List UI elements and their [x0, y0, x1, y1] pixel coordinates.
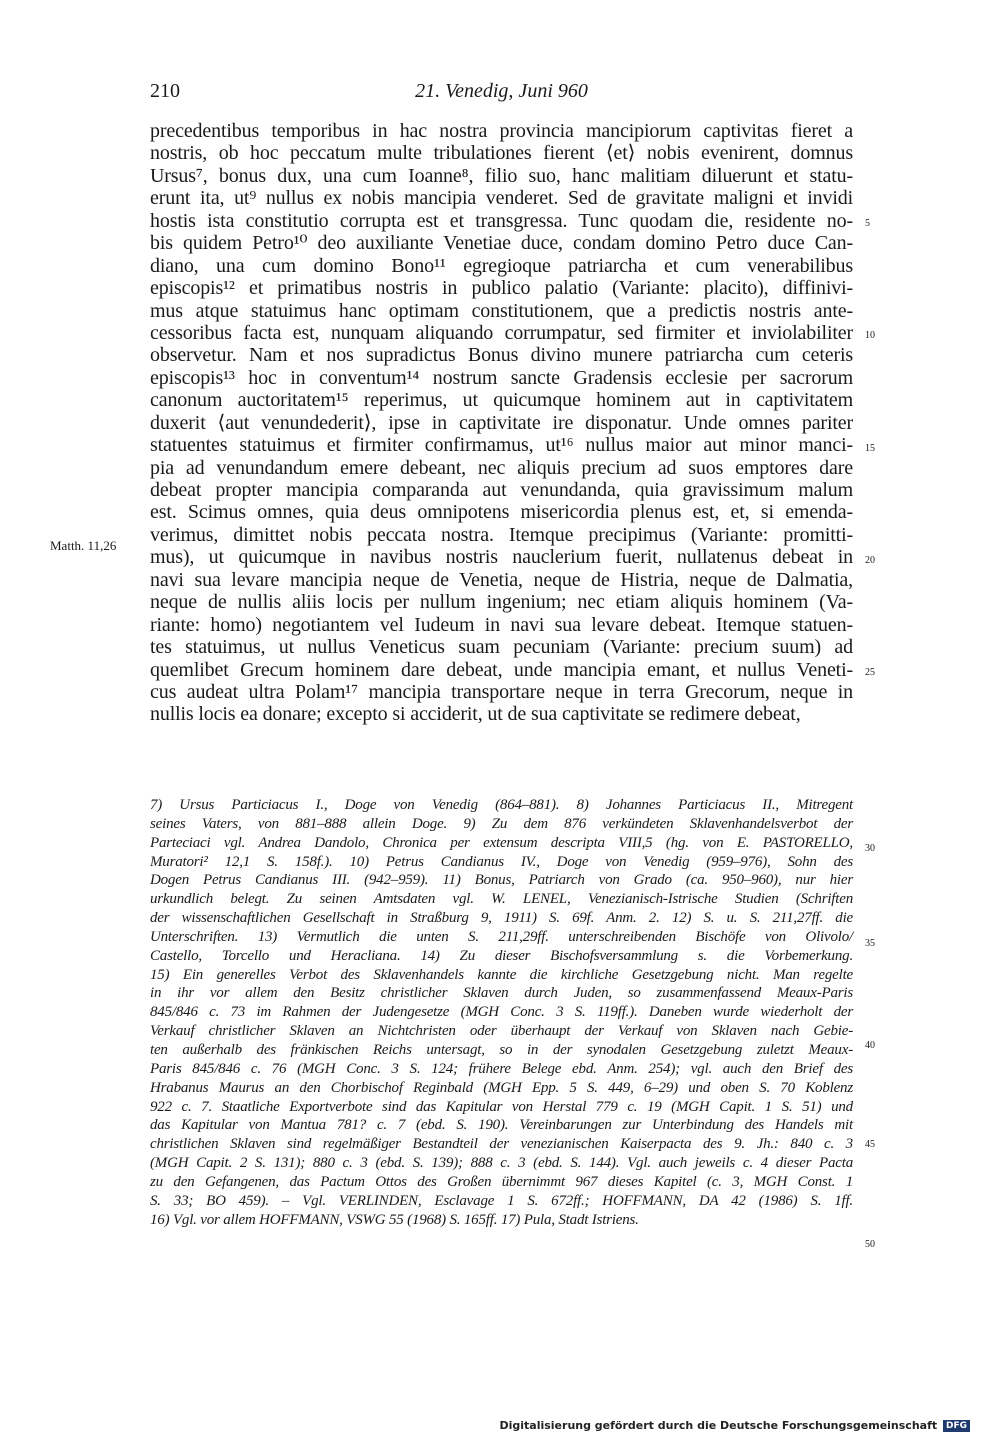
- footnote-line: ten außerhalb des fränkischen Reichs untersagt, so in der synodalen Gesetzgebung zuletzt Meaux-: [150, 1041, 853, 1058]
- footnote-line: 16) Vgl. vor allem HOFFMANN, VSWG 55 (1968) S. 165ff. 17) Pula, Stadt Istriens.: [150, 1211, 639, 1228]
- text-line: quemlibet Grecum hominem dare debeat, unde mancipia emant, et nullus Veneti-: [150, 658, 853, 681]
- footnote-line: Paris 845/846 c. 76 (MGH Conc. 3 S. 124; frühere Belege ebd. Anm. 254); vgl. auch den Brief des: [150, 1060, 853, 1077]
- line-number: 30: [865, 843, 875, 854]
- footnote-line: Dogen Petrus Candianus III. (942–959). 11) Bonus, Patriarch von Grado (ca. 950–960), nur hier: [150, 872, 853, 889]
- text-line: cessoribus facta est, nunquam aliquando corrumpatur, sed firmiter et inviolabiliter: [150, 321, 853, 344]
- footnote-line: 922 c. 7. Staatliche Exportverbote sind das Kapitular von Herstal 779 c. 19 (MGH Capit. 1 S. 51) und: [150, 1098, 853, 1115]
- text-line: cus audeat ultra Polam¹⁷ mancipia transportare neque in terra Grecorum, neque in: [150, 680, 853, 703]
- text-line: erunt ita, ut⁹ nullus ex nobis mancipia venderet. Sed de gravitate maligni et invidi: [150, 187, 853, 210]
- footnote-line: der wissenschaftlichen Gesellschaft in Straßburg 9, 1911) S. 69f. Anm. 2. 12) S. u. S. 211,27ff. die: [150, 910, 853, 927]
- text-line: neque de nullis aliis locis per nullum ingenium; nec etiam aliquis hominem (Va-: [150, 591, 853, 614]
- page-number: 210: [150, 80, 180, 102]
- footnote-line: Hrabanus Maurus an den Chorbischof Reginbald (MGH Epp. 5 S. 449, 6–29) und oben S. 70 Koblenz: [150, 1079, 853, 1096]
- footnote-line: 15) Ein generelles Verbot des Sklavenhandels kannte die kirchliche Gesetzgebung nicht. Man regelte: [150, 966, 853, 983]
- digitization-credit: [499, 1419, 970, 1432]
- footnote-line: Muratori² 12,1 S. 158f.). 10) Petrus Candianus IV., Doge von Venedig (959–976), Sohn des: [150, 853, 853, 870]
- text-line: pia ad venundandum emere debeant, nec aliquis precium ad suos emptores dare: [150, 456, 853, 479]
- text-line: nostris, ob hoc peccatum multe tribulationes fierent ⟨et⟩ nobis evenirent, domnus: [150, 142, 853, 165]
- text-line: nullis locis ea donare; excepto si acciderit, ut de sua captivitate se redimere debeat,: [150, 703, 801, 726]
- footnotes: [150, 796, 853, 1229]
- footnote-line: zu den Gefangenen, das Pactum Ottos des Großen übernimmt 967 dieses Kapitel (c. 3, MGH Const. 1: [150, 1173, 853, 1190]
- footnote-line: das Kapitular von Mantua 781? c. 7 (ebd. S. 190). Vereinbarungen zur Unterbindung des Handels mit: [150, 1117, 853, 1134]
- line-number: 40: [865, 1040, 875, 1051]
- dfg-logo: DFG: [943, 1420, 970, 1432]
- running-title: 21. Venedig, Juni 960: [415, 80, 588, 102]
- text-line: canonum auctoritatem¹⁵ reperimus, ut quicumque hominem aut in captivitatem: [150, 389, 853, 412]
- footnote-line: christlichen Sklaven sind regelmäßiger Bestandteil der venezianischen Kaiserpacta des 9. Jh.: 840 c. 3: [150, 1136, 853, 1153]
- footnote-line: Parteciaci vgl. Andrea Dandolo, Chronica per extensum descripta VIII,5 (hg. von E. PASTORELLO,: [150, 834, 853, 851]
- text-line: navi sua levare mancipia neque de Venetia, neque de Histria, neque de Dalmatia,: [150, 568, 853, 591]
- text-line: mus atque statuimus hanc optimam constitutionem, que a predictis nostris ante-: [150, 299, 853, 322]
- text-line: precedentibus temporibus in hac nostra provincia mancipiorum captivitas fieret a: [150, 120, 853, 142]
- text-line: episcopis¹² et primatibus nostris in publico palatio (Variante: placito), diffinivi-: [150, 277, 853, 300]
- text-line: observetur. Nam et nos supradictus Bonus divino munere patriarcha cum ceteris: [150, 344, 853, 367]
- footnote-line: seines Vaters, von 881–888 allein Doge. 9) Zu dem 876 verkündeten Sklavenhandelsverbot der: [150, 815, 853, 832]
- footnote-line: Castello, Torcello und Heracliana. 14) Zu dieser Bischofsversammlung s. die Vorbemerkung.: [150, 947, 853, 964]
- line-number: 15: [865, 443, 875, 454]
- text-line: Ursus⁷, bonus dux, una cum Ioanne⁸, filio suo, hanc malitiam diluerunt et statu-: [150, 164, 853, 187]
- line-number: 45: [865, 1139, 875, 1150]
- text-line: diano, una cum domino Bono¹¹ egregioque patriarcha et cum venerabilibus: [150, 254, 853, 277]
- text-line: verimus, dimittet nobis peccata nostra. Itemque precipimus (Variante: promitti-: [150, 523, 853, 546]
- footnote-line: Verkauf christlicher Sklaven an Nichtchristen oder überhaupt der Verkauf von Sklaven nach Gebie-: [150, 1023, 853, 1040]
- text-line: tes statuimus, ut nullus Veneticus suam pecuniam (Variante: precium suum) ad: [150, 636, 853, 659]
- text-line: hostis ista constitutio corrupta est et transgressa. Tunc quodam die, residente no-: [150, 209, 853, 232]
- text-line: est. Scimus omnes, quia deus omnipotens misericordia plenus est, et, si emenda-: [150, 501, 853, 524]
- credit-text: Digitalisierung gefördert durch die Deutsche Forschungsgemeinschaft: [499, 1419, 938, 1432]
- footnote-line: Unterschriften. 13) Vermutlich die unten S. 211,29ff. unterschreibenden Bischöfe von Olivolo/: [150, 928, 853, 945]
- footnote-line: urkundlich belegt. Zu seinen Amtsdaten vgl. W. LENEL, Venezianisch-Istrische Studien (Schriften: [150, 891, 853, 908]
- line-number: 5: [865, 218, 870, 229]
- line-number: 50: [865, 1239, 875, 1250]
- footnote-line: 845/846 c. 73 im Rahmen der Judengesetze (MGH Conc. 3 S. 119ff.). Daneben wurde wiederholt der: [150, 1004, 853, 1021]
- line-number: 25: [865, 667, 875, 678]
- line-number: 35: [865, 938, 875, 949]
- text-line: episcopis¹³ hoc in conventum¹⁴ nostrum sancte Gradensis ecclesie per sacrorum: [150, 366, 853, 389]
- text-line: riante: homo) negotiantem vel Iudeum in navi sua levare debeat. Itemque statuen-: [150, 613, 853, 636]
- line-number: 20: [865, 555, 875, 566]
- text-line: bis quidem Petro¹⁰ deo auxiliante Venetiae duce, condam domino Petro duce Can-: [150, 232, 853, 255]
- footnote-line: S. 33; BO 459). – Vgl. VERLINDEN, Esclavage 1 S. 672ff.; HOFFMANN, DA 42 (1986) S. 1ff.: [150, 1192, 853, 1209]
- text-line: duxerit ⟨aut venundederit⟩, ipse in captivitate ire disponatur. Unde omnes pariter: [150, 411, 853, 434]
- text-line: debeat propter mancipia comparanda aut venundanda, quia gravissimum malum: [150, 479, 853, 501]
- footnote-line: in ihr vor allem den Besitz christlicher Sklaven durch Juden, so zusammenfassend Meaux-Paris: [150, 985, 853, 1002]
- margin-note: Matth. 11,26: [50, 538, 117, 553]
- main-text: [150, 120, 853, 726]
- footnote-line: (MGH Capit. 2 S. 131); 880 c. 3 (ebd. S. 139); 888 c. 3 (ebd. S. 144). Vgl. auch jeweils c. 4 dieser Pacta: [150, 1155, 853, 1172]
- line-number: 10: [865, 330, 875, 341]
- text-line: statuentes statuimus et firmiter confirmamus, ut¹⁶ nullus maior aut minor manci-: [150, 434, 853, 457]
- footnote-line: 7) Ursus Particiacus I., Doge von Venedig (864–881). 8) Johannes Particiacus II., Mitregent: [150, 797, 853, 813]
- text-line: mus), ut quicumque in navibus nostris nauclerium fuerit, nullatenus debeat in: [150, 546, 853, 569]
